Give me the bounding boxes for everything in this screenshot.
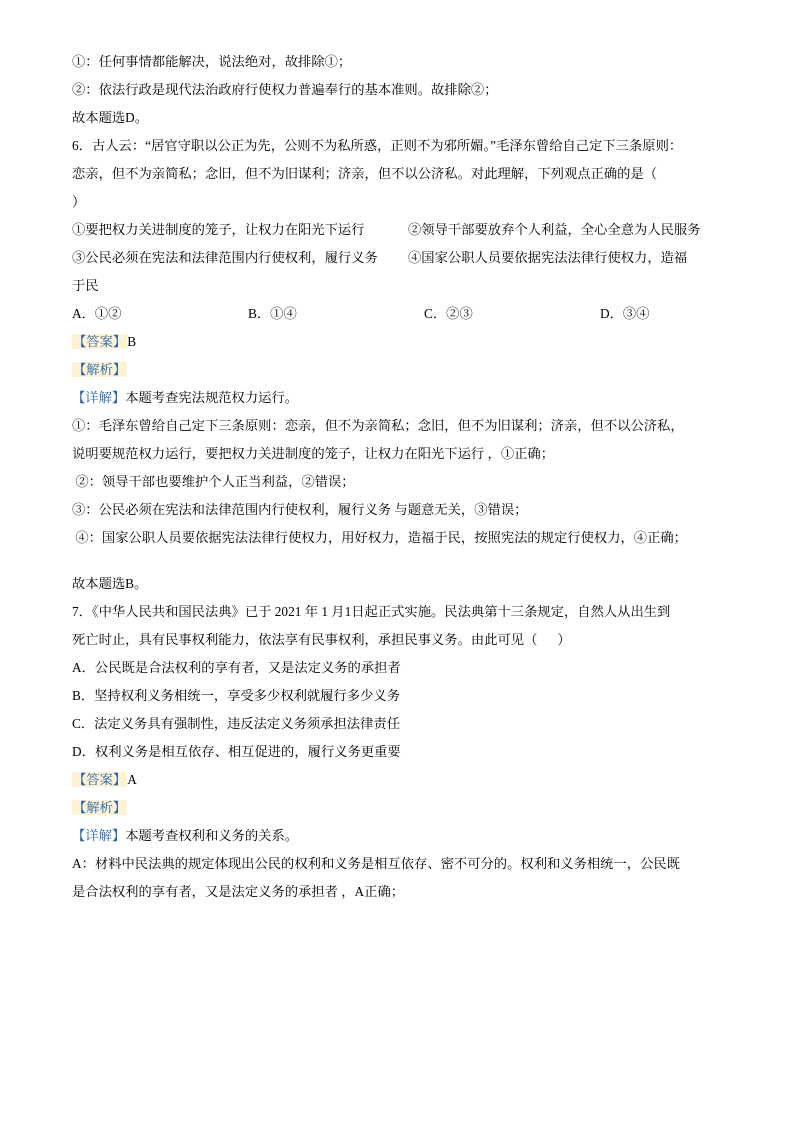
question-6-statements-row-2 [72, 244, 722, 272]
spacer [72, 552, 722, 570]
paragraph: 说明要规范权力运行，要把权力关进制度的笼子，让权力在阳光下运行 ，①正确； [72, 446, 555, 461]
option-c[interactable]: C．②③ [424, 306, 473, 321]
paragraph: ③：公民必须在宪法和法律范围内行使权利，履行义务 与题意无关，③错误； [72, 502, 528, 517]
question-6-detail [72, 384, 722, 412]
paragraph: ①：毛泽东曾给自己定下三条原则：恋亲，但不为亲简私；念旧，但不为旧谋利；济亲，但不以公济私， [72, 418, 684, 433]
question-7-detail [72, 822, 722, 850]
paragraph: 故本题选B。 [72, 576, 148, 591]
option-a[interactable]: A．①② [72, 306, 122, 321]
statement-4-continuation: 于民 [72, 278, 99, 293]
paragraph: ②：领导干部也要维护个人正当利益，②错误； [72, 474, 355, 489]
paragraph: A：材料中民法典的规定体现出公民的权利和义务是相互依存、密不可分的。权利和义务相统一，公民既 [72, 856, 680, 871]
paragraph: ④：国家公职人员要依据宪法法律行使权力，用好权力，造福于民，按照宪法的规定行使权力，④正确； [72, 530, 687, 545]
statement-4: ④国家公职人员要依据宪法法律行使权力，造福 [408, 250, 688, 265]
paragraph: ②：依法行政是现代法治政府行使权力普遍奉行的基本准则。故排除②； [72, 82, 498, 97]
question-7-stem-line-2: 死亡时止，具有民事权利能力，依法享有民事权利，承担民事义务。由此可见（ ） [72, 632, 571, 647]
detail-text: 本题考查权利和义务的关系。 [125, 828, 299, 843]
question-6-stem-line-3: ） [72, 194, 86, 209]
question-7-option-c[interactable]: C．法定义务具有强制性，违反法定义务须承担法律责任 [72, 716, 400, 731]
answer-value: A [127, 772, 137, 787]
analysis-tag: 【解析】 [73, 362, 127, 377]
option-b[interactable]: B．①④ [248, 306, 297, 321]
question-6-stem-line-2: 恋亲，但不为亲简私；念旧，但不为旧谋利；济亲，但不以公济私。对此理解，下列观点正确的是（ [72, 166, 658, 181]
answer-tag: 【答案】 [73, 334, 127, 349]
statement-2: ②领导干部要放弃个人利益，全心全意为人民服务 [408, 222, 701, 237]
statement-3: ③公民必须在宪法和法律范围内行使权利，履行义务 [72, 250, 378, 265]
question-6-stem-line-1: 6．古人云：“居官守职以公正为先，公则不为私所惑，正则不为邪所媚。”毛泽东曾给自己定下三条原则： [72, 138, 683, 153]
paragraph: ①：任何事情都能解决，说法绝对，故排除①； [72, 54, 352, 69]
option-d[interactable]: D．③④ [600, 306, 650, 321]
question-6-answer [72, 328, 722, 356]
detail-tag: 【详解】 [72, 390, 126, 405]
answer-value: B [127, 334, 137, 349]
question-7-option-a[interactable]: A．公民既是合法权利的享有者，又是法定义务的承担者 [72, 660, 401, 675]
paragraph: 故本题选D。 [72, 110, 149, 125]
question-6-statements-row-1 [72, 216, 722, 244]
detail-tag: 【详解】 [72, 828, 126, 843]
question-6-analysis-tag [72, 356, 722, 384]
question-7-analysis-tag [72, 794, 722, 822]
question-7-stem-line-1: 7．《中华人民共和国民法典》已于 2021 年 1 月1日起正式实施。民法典第十三条规定，自然人从出生到 [72, 604, 671, 619]
paragraph: 是合法权利的享有者，又是法定义务的承担者 ，A正确； [72, 884, 405, 899]
question-7-option-b[interactable]: B．坚持权利义务相统一，享受多少权利就履行多少义务 [72, 688, 400, 703]
question-7-answer [72, 766, 722, 794]
analysis-tag: 【解析】 [73, 800, 127, 815]
detail-text: 本题考查宪法规范权力运行。 [125, 390, 299, 405]
statement-1: ①要把权力关进制度的笼子，让权力在阳光下运行 [72, 222, 365, 237]
answer-tag: 【答案】 [73, 772, 127, 787]
question-7-option-d[interactable]: D．权利义务是相互依存、相互促进的，履行义务更重要 [72, 744, 401, 759]
question-6-options [72, 300, 722, 328]
